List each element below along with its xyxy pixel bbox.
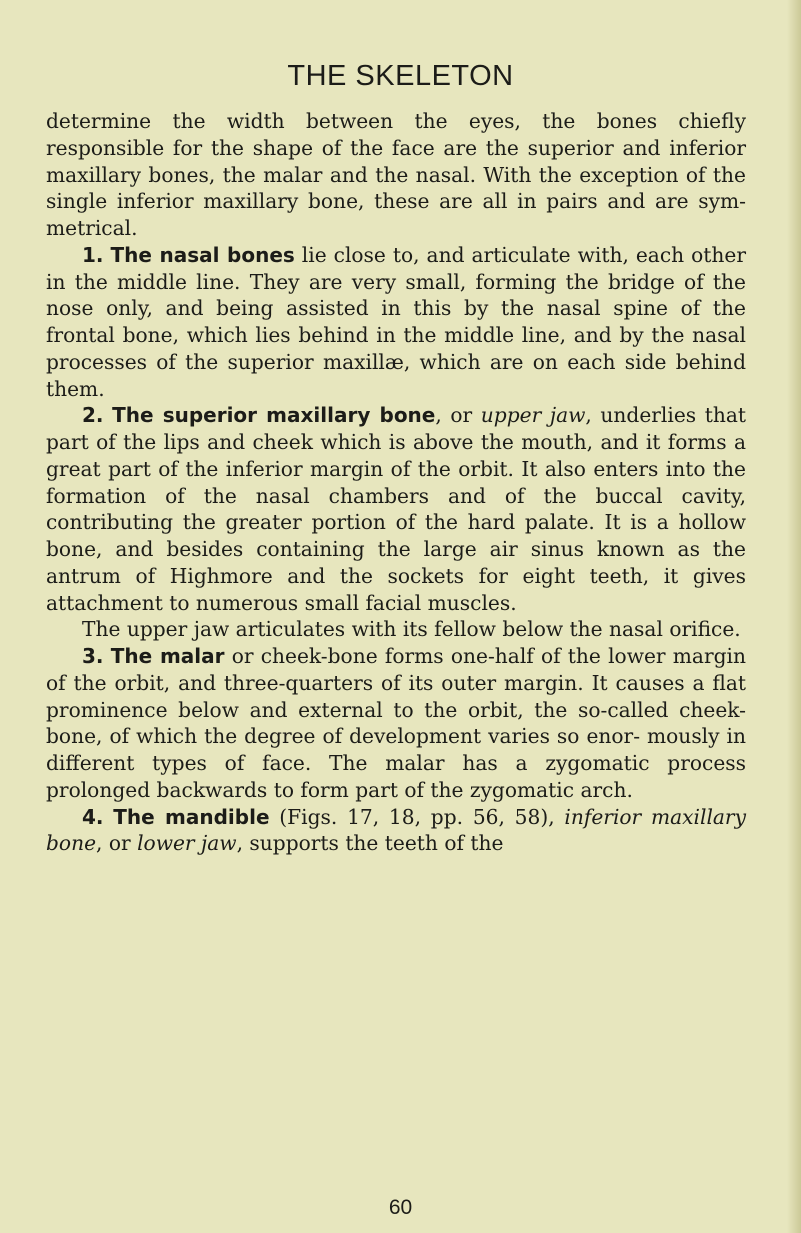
paragraph-text: , supports the teeth of the [236,831,504,856]
term-heading: The superior maxillary bone [112,403,436,428]
paragraph-text: The upper jaw articulates with its fellow below the nasal orifice. [82,617,741,642]
body-text [46,108,746,857]
term-heading: The nasal bones [110,242,295,267]
paragraph-text: or cheek-bone forms one-half of the lower margin of the orbit, and three-quarters of its outer margin. It causes a flat prominence below and external to the orbit, the so-called cheek-bone, of which the degree of development varies so enor- mously in different types of face. The malar has a zygomatic process prolonged backwards to form part of the zygomatic arch. [46,644,746,802]
italic-term: lower jaw [137,831,237,856]
term-heading: The mandible [113,804,270,829]
paragraph-malar [46,643,746,804]
paragraph-text: , or [96,831,138,856]
running-head: THE SKELETON [287,60,514,92]
paragraph-text: lie close to, and articulate with, each other in the middle line. They are very small, forming the bridge of the nose only, and being assisted in this by the nasal spine of the frontal bone, which lies behind in the middle line, and by the nasal processes of the superior maxillæ, which are on each side behind them. [46,242,746,401]
item-number: 1. [82,242,104,267]
item-number: 2. [82,403,104,428]
item-number: 3. [82,644,104,668]
page-edge-shadow [787,0,801,1233]
paragraph-superior-maxillary [46,402,746,616]
italic-term: inferior maxillary bone [46,804,746,856]
paragraph-text: determine the width between the eyes, the bones chiefly responsible for the shape of the face are the superior and inferior maxillary bones, the malar and the nasal. With the exception of the single inferior maxillary bone, these are all in pairs and are sym- metrical. [46,109,746,240]
page-number: 60 [388,1196,413,1219]
paragraph-nasal-bones [46,242,746,403]
paragraph-upper-jaw [46,616,746,643]
paragraph-text: , underlies that part of the lips and cheek which is above the mouth, and it forms a great part of the inferior margin of the orbit. It also enters into the formation of the nasal chambers and of the buccal cavity, contributing the greater portion of the hard palate. It is a hollow bone, and besides containing the large air sinus known as the antrum of Highmore and the sockets for eight teeth, it gives attachment to numerous small facial muscles. [46,403,746,615]
paragraph-text: , or [435,403,481,428]
paragraph-continuation [46,108,746,242]
paragraph-text: (Figs. 17, 18, pp. 56, 58), [269,804,565,829]
term-heading: The malar [110,644,225,668]
italic-term: upper jaw [480,403,586,428]
item-number: 4. [82,804,104,829]
paragraph-mandible [46,804,746,858]
